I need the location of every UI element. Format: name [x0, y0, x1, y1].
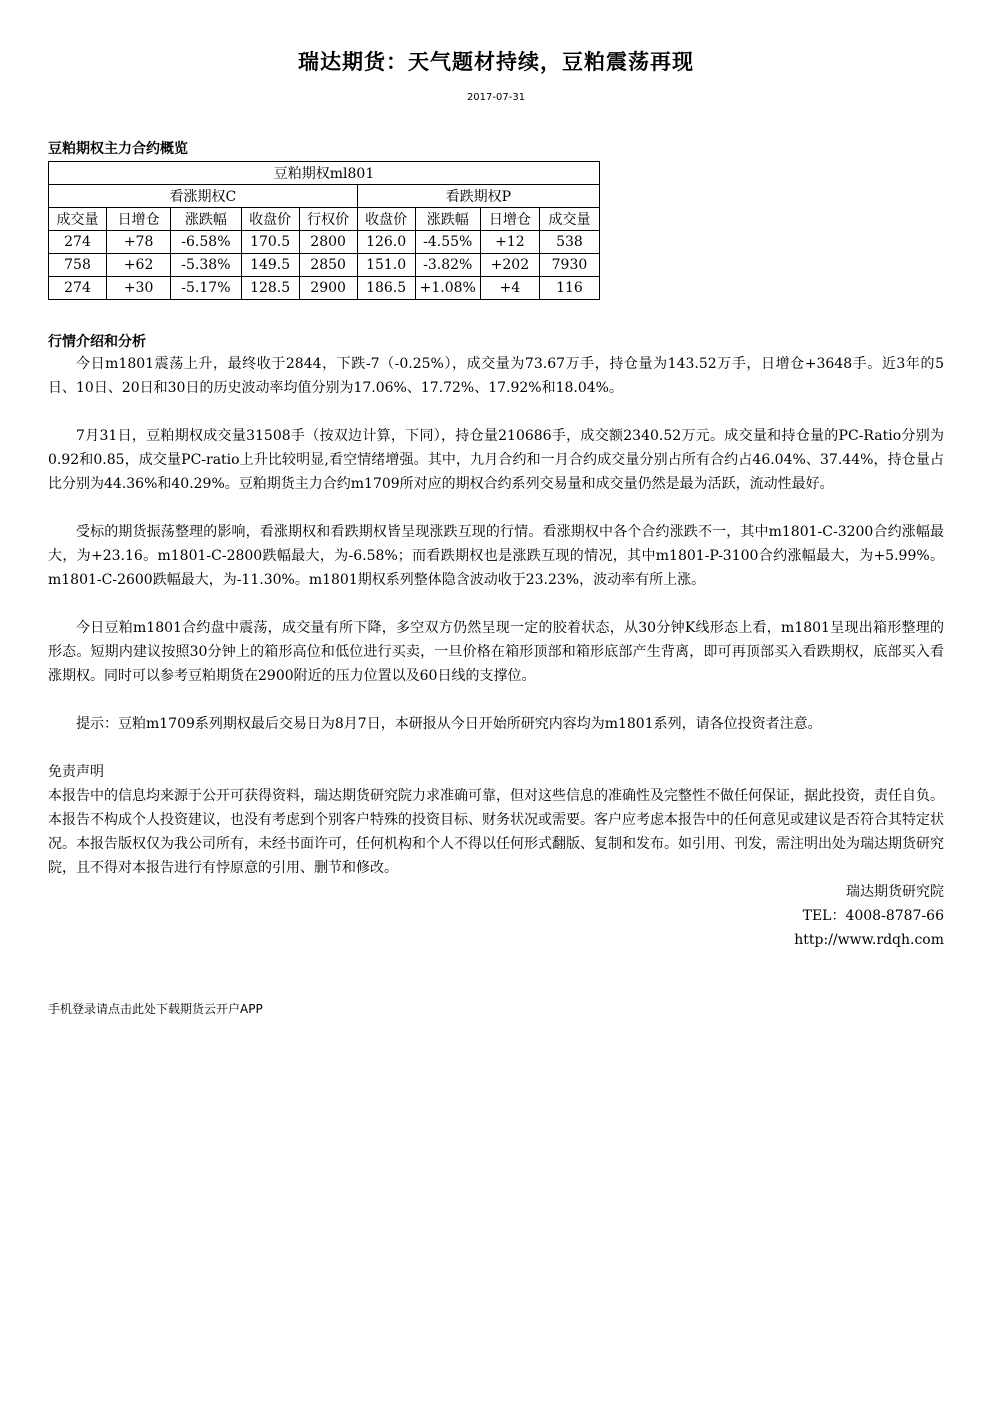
table-cell: 2850	[299, 254, 357, 277]
table-cell: -5.17%	[171, 277, 241, 300]
report-date: 2017-07-31	[466, 92, 526, 103]
app-download-link[interactable]: 手机登录请点击此处下载期货云开户APP	[48, 1002, 263, 1016]
table-cell: -3.82%	[415, 254, 480, 277]
column-header: 成交量	[539, 208, 599, 231]
table-cell: 538	[539, 231, 599, 254]
contact-phone: TEL：4008-8787-66	[802, 908, 944, 924]
column-header: 日增仓	[480, 208, 539, 231]
table-row	[49, 254, 600, 277]
table-cell: 186.5	[357, 277, 415, 300]
call-group-header: 看涨期权C	[49, 185, 358, 208]
put-group-header: 看跌期权P	[357, 185, 599, 208]
analysis-heading: 行情介绍和分析	[48, 334, 146, 350]
table-cell: +4	[480, 277, 539, 300]
table-cell: 274	[49, 277, 107, 300]
table-cell: -6.58%	[171, 231, 241, 254]
org-name: 瑞达期货研究院	[846, 884, 944, 900]
column-header: 收盘价	[241, 208, 299, 231]
table-cell: 758	[49, 254, 107, 277]
table-cell: 274	[49, 231, 107, 254]
column-header: 涨跌幅	[171, 208, 241, 231]
table-cell: 149.5	[241, 254, 299, 277]
table-title-row	[49, 162, 600, 185]
table-cell: 170.5	[241, 231, 299, 254]
report-title: 瑞达期货：天气题材持续，豆粕震荡再现	[298, 50, 694, 74]
column-header: 涨跌幅	[415, 208, 480, 231]
analysis-paragraph: 今日豆粕m1801合约盘中震荡，成交量有所下降，多空双方仍然呈现一定的胶着状态，从30分钟K线形态上看，m1801呈现出箱形整理的形态。短期内建议按照30分钟上的箱形高位和低位进行买卖，一旦价格在箱形顶部和箱形底部产生背离，即可再顶部买入看跌期权，底部买入看涨期权。同时可以参考豆粕期货在2900附近的压力位置以及60日线的支撑位。	[48, 620, 944, 684]
table-cell: 2900	[299, 277, 357, 300]
table-cell: +78	[107, 231, 171, 254]
column-header: 日增仓	[107, 208, 171, 231]
table-title: 豆粕期权ml801	[49, 162, 600, 185]
table-cell: +62	[107, 254, 171, 277]
table-header-row	[49, 208, 600, 231]
analysis-paragraph: 提示：豆粕m1709系列期权最后交易日为8月7日，本研报从今日开始所研究内容均为m1801系列，请各位投资者注意。	[76, 716, 822, 732]
website-link[interactable]: http://www.rdqh.com	[794, 932, 944, 948]
column-header: 收盘价	[357, 208, 415, 231]
table-cell: 116	[539, 277, 599, 300]
analysis-paragraph: 受标的期货振荡整理的影响，看涨期权和看跌期权皆呈现涨跌互现的行情。看涨期权中各个合约涨跌不一，其中m1801-C-3200合约涨幅最大，为+23.16。m1801-C-2800跌幅最大，为-6.58%；而看跌期权也是涨跌互现的情况，其中m1801-P-3100合约涨幅最大，为+5.99%。m1801-C-2600跌幅最大，为-11.30%。m1801期权系列整体隐含波动收于23.23%，波动率有所上涨。	[48, 524, 944, 588]
table-cell: +1.08%	[415, 277, 480, 300]
disclaimer-title: 免责声明	[48, 764, 104, 780]
table-cell: -5.38%	[171, 254, 241, 277]
table-cell: 2800	[299, 231, 357, 254]
table-row	[49, 231, 600, 254]
analysis-paragraph: 今日m1801震荡上升，最终收于2844，下跌-7（-0.25%），成交量为73.67万手，持仓量为143.52万手，日增仓+3648手。近3年的5日、10日、20日和30日的历史波动率均值分别为17.06%、17.72%、17.92%和18.04%。	[48, 356, 944, 396]
table-cell: +202	[480, 254, 539, 277]
disclaimer-body: 本报告中的信息均来源于公开可获得资料，瑞达期货研究院力求准确可靠，但对这些信息的准确性及完整性不做任何保证，据此投资，责任自负。本报告不构成个人投资建议，也没有考虑到个别客户特殊的投资目标、财务状况或需要。客户应考虑本报告中的任何意见或建议是否符合其特定状况。本报告版权仅为我公司所有，未经书面许可，任何机构和个人不得以任何形式翻版、复制和发布。如引用、刊发，需注明出处为瑞达期货研究院，且不得对本报告进行有悖原意的引用、删节和修改。	[48, 788, 944, 876]
table-cell: +12	[480, 231, 539, 254]
table-cell: 151.0	[357, 254, 415, 277]
table-row	[49, 277, 600, 300]
table-cell: -4.55%	[415, 231, 480, 254]
analysis-paragraph: 7月31日，豆粕期权成交量31508手（按双边计算，下同），持仓量210686手，成交额2340.52万元。成交量和持仓量的PC-Ratio分别为0.92和0.85，成交量PC-ratio上升比较明显,看空情绪增强。其中，九月合约和一月合约成交量分别占所有合约占46.04%、37.44%，持仓量占比分别为44.36%和40.29%。豆粕期货主力合约m1709所对应的期权合约系列交易量和成交量仍然是最为活跃，流动性最好。	[48, 428, 944, 492]
table-group-row	[49, 185, 600, 208]
table-cell: +30	[107, 277, 171, 300]
analysis-body	[48, 352, 944, 952]
options-overview-table	[48, 161, 600, 300]
table-cell: 126.0	[357, 231, 415, 254]
column-header: 行权价	[299, 208, 357, 231]
column-header: 成交量	[49, 208, 107, 231]
table-cell: 7930	[539, 254, 599, 277]
overview-heading: 豆粕期权主力合约概览	[48, 141, 188, 157]
table-cell: 128.5	[241, 277, 299, 300]
